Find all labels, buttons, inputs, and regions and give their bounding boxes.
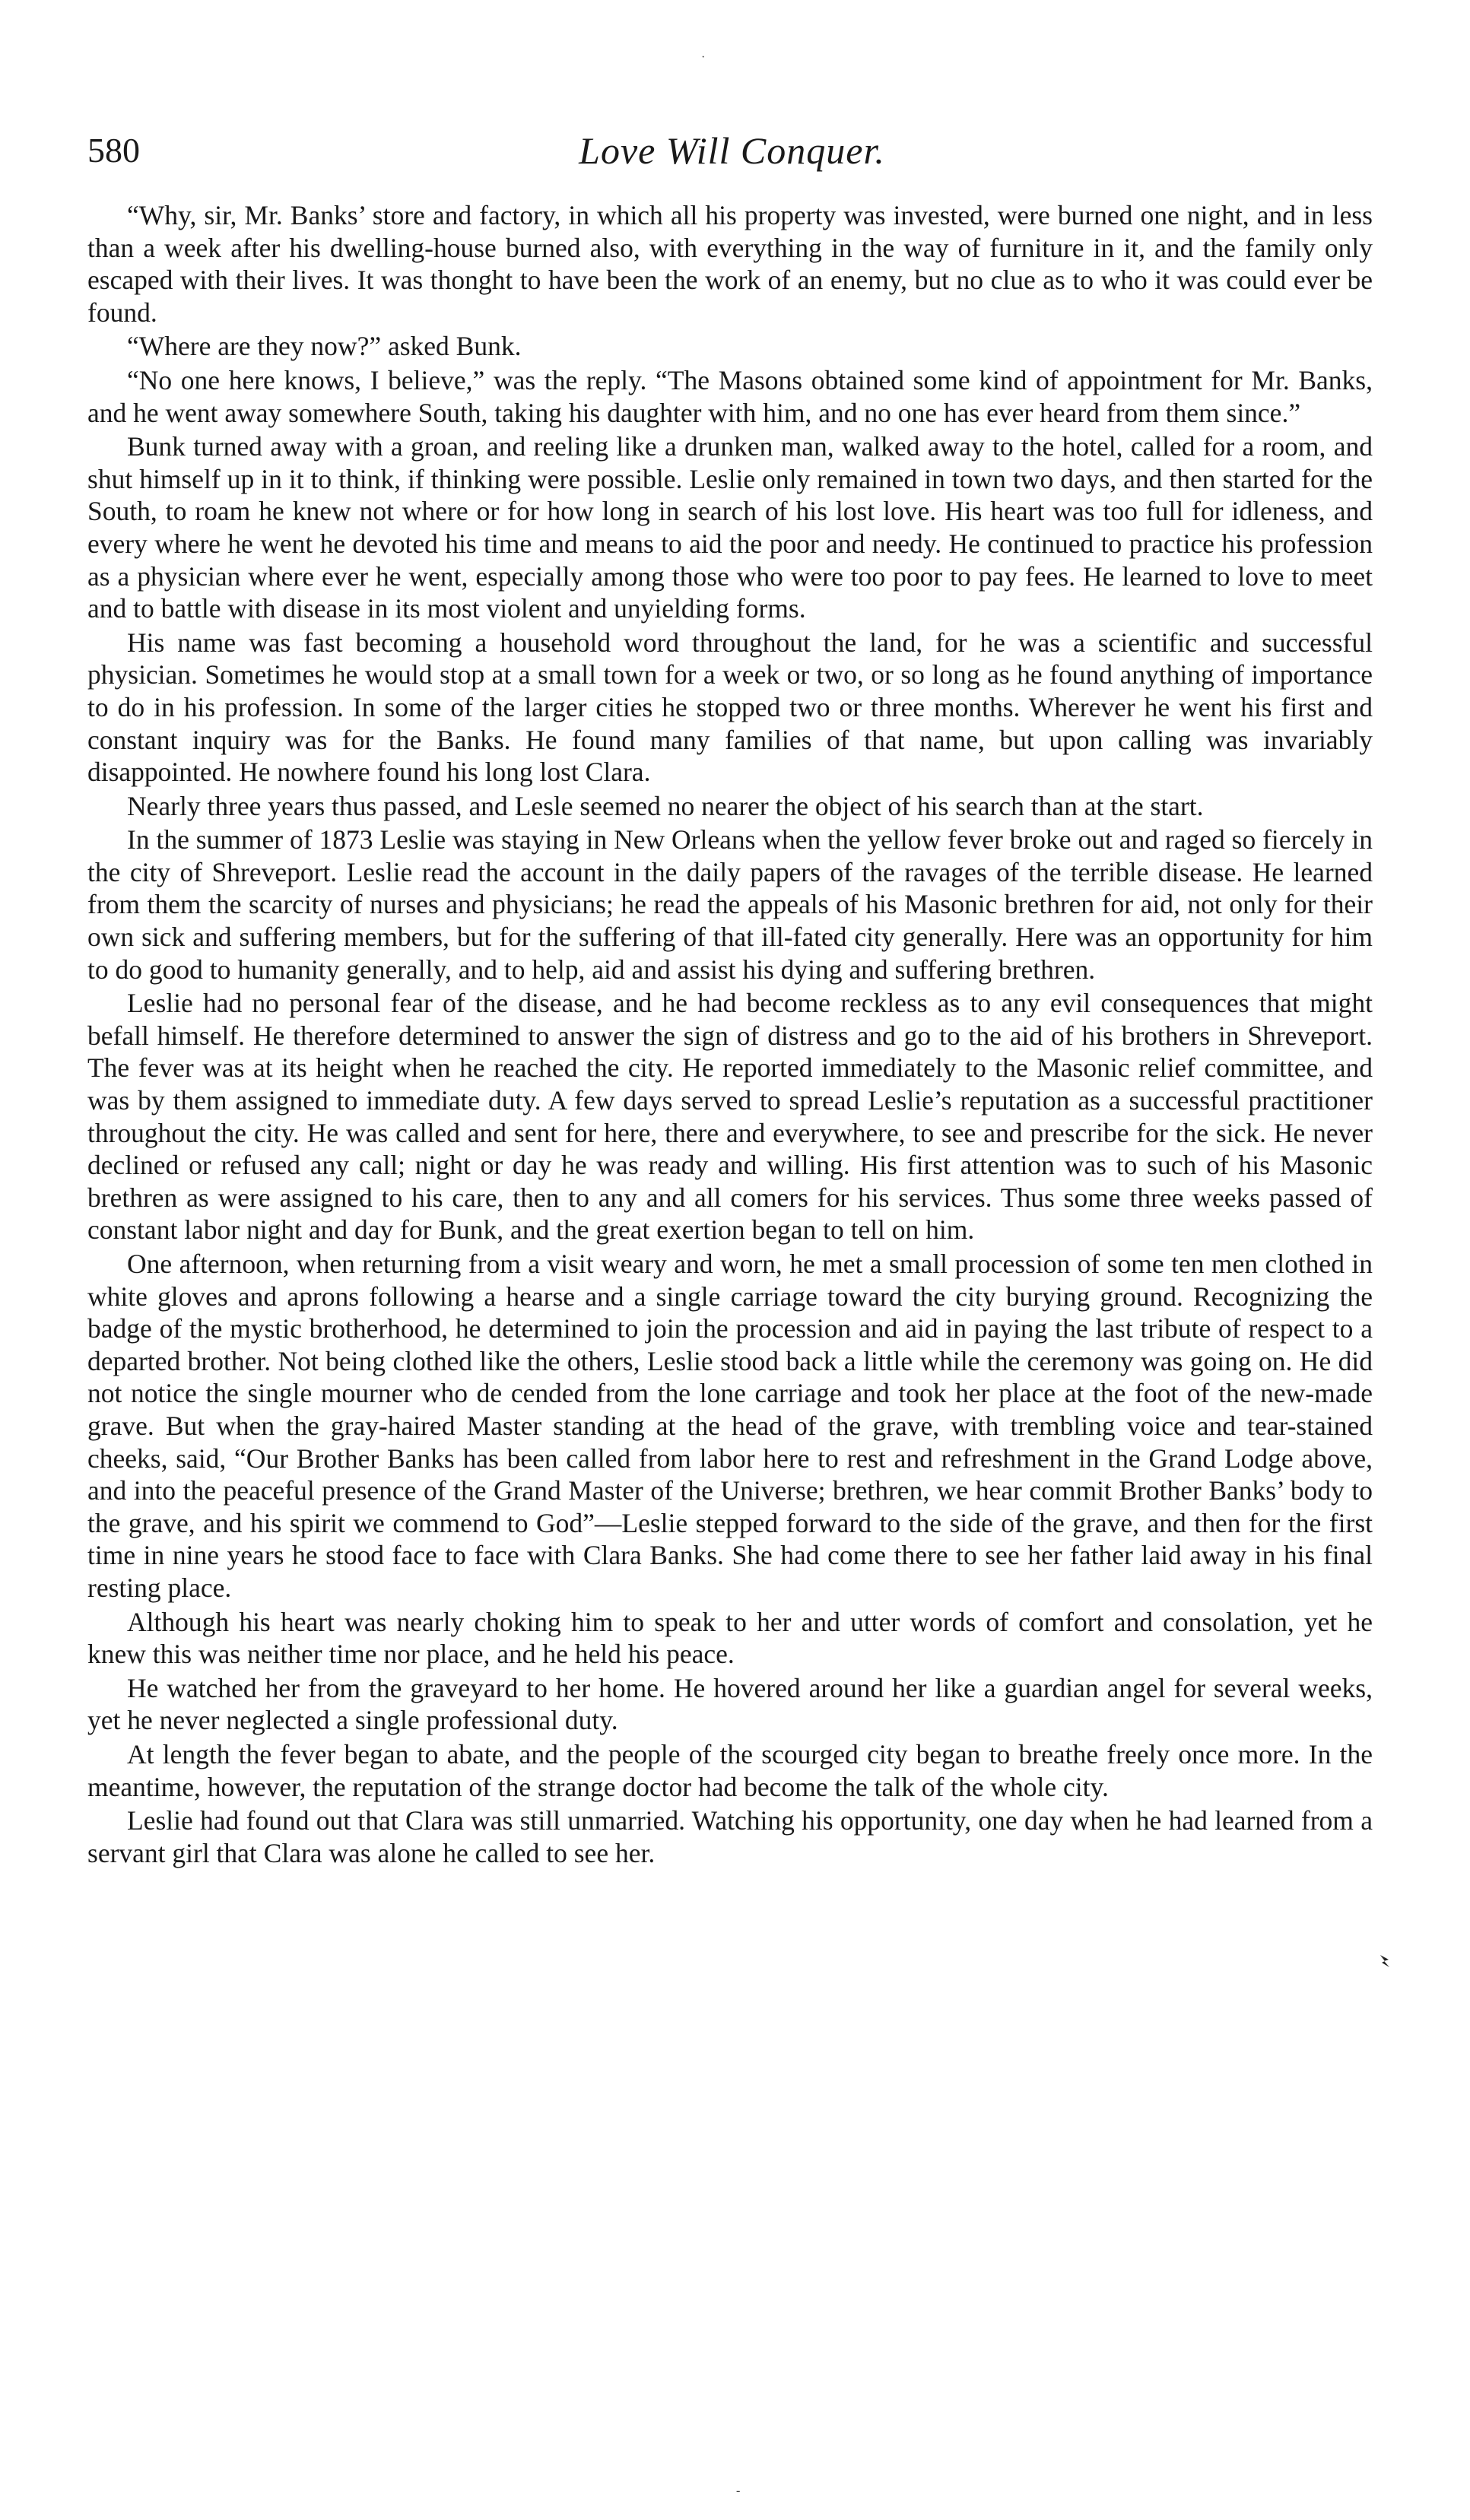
running-title: Love Will Conquer. [579, 129, 885, 172]
paragraph: Leslie had no personal fear of the disease, and he had become reckless as to any evil consequences that might befall himself. He therefore determined to answer the sign of distress and go to the aid of his brothers in Shreveport. The fever was at its height when he reached the city. He reported immediately to the Masonic relief committee, and was by them assigned to immediate duty. A few days served to spread Leslie’s reputation as a successful practitioner throughout the city. He was called and sent for here, there and everywhere, to see and prescribe for the sick. He never declined or refused any call; night or day he was ready and willing. His first attention was to such of his Masonic brethren as were assigned to his care, then to any and all comers for his services. Thus some three weeks passed of constant labor night and day for Bunk, and the great exertion began to tell on him. [87, 988, 1373, 1246]
paragraph: Bunk turned away with a groan, and reeling like a drunken man, walked away to the hotel, called for a room, and shut himself up in it to think, if thinking were possible. Leslie only remained in town two days, and then started for the South, to roam he knew not where or for how long in search of his lost love. His heart was too full for idleness, and every where he went he devoted his time and means to aid the poor and needy. He continued to practice his profession as a physician where ever he went, especially among those who were too poor to pay fees. He learned to love to meet and to battle with disease in its most violent and unyielding forms. [87, 431, 1373, 624]
paragraph: “No one here knows, I believe,” was the reply. “The Masons obtained some kind of appointment for Mr. Banks, and he went away somewhere South, taking his daughter with him, and no one has ever heard from them since.” [87, 364, 1373, 428]
bottom-speck: - [736, 2484, 741, 2497]
paragraph: His name was fast becoming a household word throughout the land, for he was a scientific and successful physician. Sometimes he would stop at a small town for a week or two, or so long as he found anything of importance to do in his profession. In some of the larger cities he stopped two or three months. Wherever he went his first and constant inquiry was for the Banks. He found many families of that name, but upon calling was invariably disappointed. He nowhere found his long lost Clara. [87, 627, 1373, 788]
paragraph: He watched her from the graveyard to her home. He hovered around her like a guardian angel for several weeks, yet he never neglected a single professional duty. [87, 1672, 1373, 1736]
paragraph: Although his heart was nearly choking him to speak to her and utter words of comfort and consolation, yet he knew this was neither time nor place, and he held his peace. [87, 1606, 1373, 1670]
top-speck: · [701, 51, 706, 64]
paragraph: In the summer of 1873 Leslie was staying in New Orleans when the yellow fever broke out and raged so fiercely in the city of Shreveport. Leslie read the account in the daily papers of the ravages of the terrible disease. He learned from them the scarcity of nurses and physicians; he read the appeals of his Masonic brethren for aid, not only for their own sick and suffering members, but for the suffering of that ill-fated city generally. Here was an opportunity for him to do good to humanity generally, and to help, aid and assist his dying and suffering brethren. [87, 824, 1373, 985]
paragraph: At length the fever began to abate, and the people of the scourged city began to breathe freely once more. In the meantime, however, the reputation of the strange doctor had become the talk of the whole city. [87, 1738, 1373, 1802]
body-text [87, 199, 1373, 1871]
page-number: 580 [87, 131, 140, 170]
paragraph: One afternoon, when returning from a visit weary and worn, he met a small procession of some ten men clothed in white gloves and aprons following a hearse and a single carriage toward the city burying ground. Recognizing the badge of the mystic brotherhood, he determined to join the procession and aid in paying the last tribute of respect to a departed brother. Not being clothed like the others, Leslie stood back a little while the ceremony was going on. He did not notice the single mourner who de cended from the lone carriage and took her place at the foot of the new-made grave. But when the gray-haired Master standing at the head of the grave, with trembling voice and tear-stained cheeks, said, “Our Brother Banks has been called from labor here to rest and refreshment in the Grand Lodge above, and into the peaceful presence of the Grand Master of the Universe; brethren, we hear commit Brother Banks’ body to the grave, and his spirit we commend to God”—Leslie stepped forward to the side of the grave, and then for the first time in nine years he stood face to face with Clara Banks. She had come there to see her father laid away in his final resting place. [87, 1249, 1373, 1603]
page-header [87, 128, 1376, 181]
paragraph: Leslie had found out that Clara was still unmarried. Watching his opportunity, one day when he had learned from a servant girl that Clara was alone he called to see her. [87, 1805, 1373, 1868]
paragraph: “Why, sir, Mr. Banks’ store and factory, in which all his property was invested, were burned one night, and in less than a week after his dwelling-house burned also, with everything in the way of furniture in it, and the family only escaped with their lives. It was thonght to have been the work of an enemy, but no clue as to who it was could ever be found. [87, 200, 1373, 328]
paragraph: “Where are they now?” asked Bunk. [127, 331, 522, 362]
paragraph: Nearly three years thus passed, and Lesle seemed no nearer the object of his search than at the start. [127, 790, 1204, 821]
marginal-ornament-icon [1378, 1953, 1392, 1969]
